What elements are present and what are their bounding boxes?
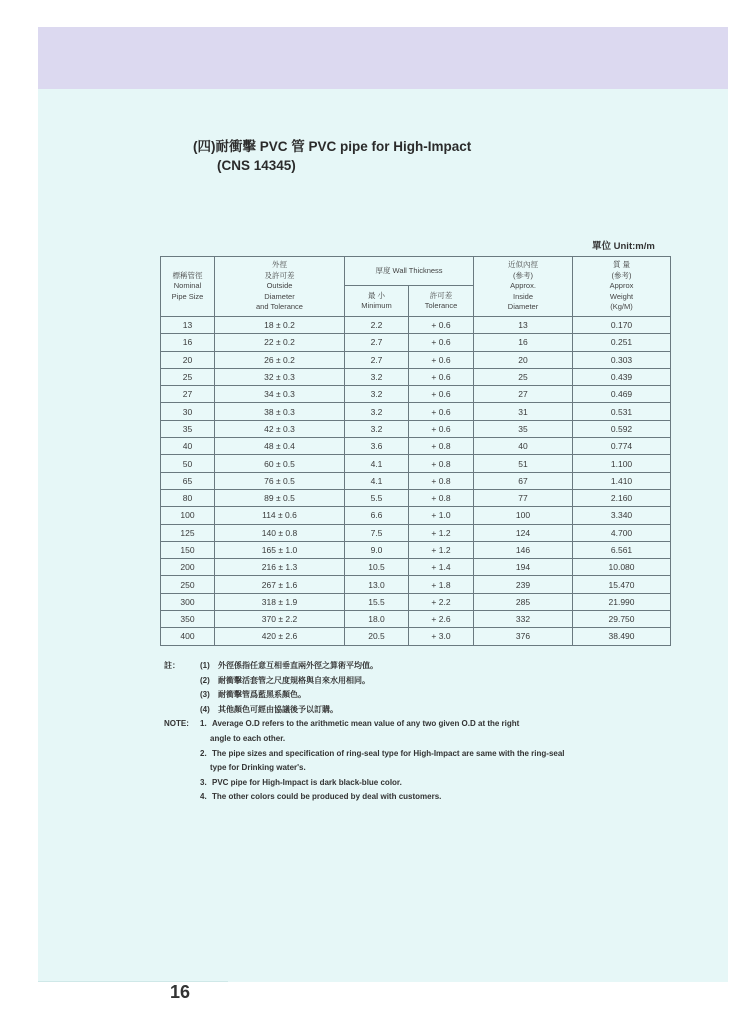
page-number: 16	[170, 982, 191, 1002]
cell-weight: 0.303	[573, 351, 671, 368]
table-row	[161, 507, 671, 524]
cell-outside-diameter: 18 ± 0.2	[215, 317, 345, 334]
table-row	[161, 351, 671, 368]
cell-tolerance: + 0.6	[409, 420, 474, 437]
cell-outside-diameter: 267 ± 1.6	[215, 576, 345, 593]
cell-outside-diameter: 32 ± 0.3	[215, 368, 345, 385]
table-row	[161, 541, 671, 558]
table-row	[161, 455, 671, 472]
cell-min-thickness: 7.5	[345, 524, 409, 541]
note-en-item: 2. The pipe sizes and specification of ring-seal type for High-Impact are same with the ring-seal	[200, 748, 565, 758]
cell-tolerance: + 0.6	[409, 351, 474, 368]
cell-inside-diameter: 239	[474, 576, 573, 593]
table-row	[161, 386, 671, 403]
header-wall-thickness: 厚度 Wall Thickness	[345, 257, 474, 286]
cell-inside-diameter: 124	[474, 524, 573, 541]
cell-nominal-size: 35	[161, 420, 215, 437]
cell-tolerance: + 1.2	[409, 524, 474, 541]
table-row	[161, 438, 671, 455]
table-row	[161, 472, 671, 489]
cell-nominal-size: 13	[161, 317, 215, 334]
cell-tolerance: + 2.6	[409, 611, 474, 628]
cell-min-thickness: 2.7	[345, 351, 409, 368]
cell-outside-diameter: 318 ± 1.9	[215, 593, 345, 610]
note-en-continuation: angle to each other.	[210, 733, 286, 743]
cell-nominal-size: 200	[161, 559, 215, 576]
cell-inside-diameter: 100	[474, 507, 573, 524]
cell-weight: 0.531	[573, 403, 671, 420]
cell-inside-diameter: 67	[474, 472, 573, 489]
cell-outside-diameter: 420 ± 2.6	[215, 628, 345, 645]
cell-min-thickness: 5.5	[345, 489, 409, 506]
cell-inside-diameter: 40	[474, 438, 573, 455]
cell-nominal-size: 100	[161, 507, 215, 524]
cell-outside-diameter: 140 ± 0.8	[215, 524, 345, 541]
table-row	[161, 489, 671, 506]
cell-outside-diameter: 60 ± 0.5	[215, 455, 345, 472]
cell-outside-diameter: 370 ± 2.2	[215, 611, 345, 628]
cell-tolerance: + 0.8	[409, 472, 474, 489]
cell-min-thickness: 3.2	[345, 386, 409, 403]
header-inside-diameter: 近似內徑 (參考) Approx. Inside Diameter	[474, 257, 573, 317]
cell-nominal-size: 50	[161, 455, 215, 472]
cell-nominal-size: 350	[161, 611, 215, 628]
note-en-item: 3. PVC pipe for High-Impact is dark black-blue color.	[200, 777, 402, 787]
pipe-spec-table	[160, 256, 671, 646]
cell-tolerance: + 0.6	[409, 403, 474, 420]
cell-min-thickness: 18.0	[345, 611, 409, 628]
cell-weight: 0.592	[573, 420, 671, 437]
cell-tolerance: + 0.6	[409, 334, 474, 351]
cell-nominal-size: 400	[161, 628, 215, 645]
cell-weight: 21.990	[573, 593, 671, 610]
cell-weight: 1.410	[573, 472, 671, 489]
cell-weight: 29.750	[573, 611, 671, 628]
cell-weight: 1.100	[573, 455, 671, 472]
table-row	[161, 611, 671, 628]
cell-tolerance: + 0.8	[409, 438, 474, 455]
cell-nominal-size: 30	[161, 403, 215, 420]
cell-nominal-size: 16	[161, 334, 215, 351]
cell-min-thickness: 13.0	[345, 576, 409, 593]
table-body	[161, 317, 671, 646]
cell-tolerance: + 1.0	[409, 507, 474, 524]
cell-inside-diameter: 27	[474, 386, 573, 403]
cell-inside-diameter: 31	[474, 403, 573, 420]
table-row	[161, 420, 671, 437]
cell-nominal-size: 150	[161, 541, 215, 558]
note-zh-item: 註： (1) 外徑係指任意互相垂直兩外徑之算術平均值。	[164, 661, 378, 670]
cell-outside-diameter: 114 ± 0.6	[215, 507, 345, 524]
cell-nominal-size: 125	[161, 524, 215, 541]
cell-min-thickness: 3.2	[345, 368, 409, 385]
cell-min-thickness: 10.5	[345, 559, 409, 576]
cell-min-thickness: 3.6	[345, 438, 409, 455]
cell-weight: 0.170	[573, 317, 671, 334]
cell-tolerance: + 1.4	[409, 559, 474, 576]
table-row	[161, 524, 671, 541]
title-line-2: (CNS 14345)	[217, 158, 296, 173]
cell-weight: 6.561	[573, 541, 671, 558]
cell-min-thickness: 2.7	[345, 334, 409, 351]
cell-weight: 3.340	[573, 507, 671, 524]
header-minimum: 最 小 Minimum	[345, 286, 409, 317]
notes-chinese	[164, 659, 654, 717]
cell-outside-diameter: 34 ± 0.3	[215, 386, 345, 403]
note-en-continuation: type for Drinking water's.	[210, 763, 306, 773]
footer-rule	[38, 981, 228, 982]
note-en-item: NOTE: 1. Average O.D refers to the arithmetic mean value of any two given O.D at the right	[164, 719, 520, 729]
cell-min-thickness: 9.0	[345, 541, 409, 558]
cell-outside-diameter: 89 ± 0.5	[215, 489, 345, 506]
note-zh-item: (4) 其他顏色可經由協議後予以訂購。	[200, 704, 338, 714]
table-row	[161, 559, 671, 576]
cell-min-thickness: 15.5	[345, 593, 409, 610]
cell-min-thickness: 3.2	[345, 420, 409, 437]
cell-inside-diameter: 376	[474, 628, 573, 645]
cell-outside-diameter: 216 ± 1.3	[215, 559, 345, 576]
cell-tolerance: + 2.2	[409, 593, 474, 610]
cell-tolerance: + 3.0	[409, 628, 474, 645]
cell-inside-diameter: 146	[474, 541, 573, 558]
notes-section	[164, 659, 654, 805]
header-nominal-size: 標稱管徑 Nominal Pipe Size	[161, 257, 215, 317]
header-weight: 質 量 (參考) Approx Weight (Kg/M)	[573, 257, 671, 317]
notes-english	[164, 717, 654, 805]
cell-weight: 10.080	[573, 559, 671, 576]
cell-tolerance: + 0.8	[409, 455, 474, 472]
cell-nominal-size: 27	[161, 386, 215, 403]
cell-inside-diameter: 16	[474, 334, 573, 351]
table-row	[161, 317, 671, 334]
cell-weight: 0.251	[573, 334, 671, 351]
section-title	[193, 137, 471, 175]
cell-nominal-size: 65	[161, 472, 215, 489]
cell-min-thickness: 20.5	[345, 628, 409, 645]
cell-weight: 4.700	[573, 524, 671, 541]
cell-inside-diameter: 51	[474, 455, 573, 472]
note-zh-item: (3) 耐衝擊管爲藍黑系顏色。	[200, 690, 306, 700]
table-row	[161, 593, 671, 610]
cell-outside-diameter: 48 ± 0.4	[215, 438, 345, 455]
cell-inside-diameter: 35	[474, 420, 573, 437]
note-en-item: 4. The other colors could be produced by deal with customers.	[200, 792, 442, 802]
cell-min-thickness: 4.1	[345, 455, 409, 472]
cell-inside-diameter: 25	[474, 368, 573, 385]
cell-tolerance: + 1.2	[409, 541, 474, 558]
cell-min-thickness: 3.2	[345, 403, 409, 420]
cell-weight: 38.490	[573, 628, 671, 645]
cell-tolerance: + 0.6	[409, 317, 474, 334]
cell-tolerance: + 0.6	[409, 368, 474, 385]
cell-outside-diameter: 26 ± 0.2	[215, 351, 345, 368]
cell-inside-diameter: 20	[474, 351, 573, 368]
cell-tolerance: + 0.6	[409, 386, 474, 403]
cell-nominal-size: 20	[161, 351, 215, 368]
cell-weight: 15.470	[573, 576, 671, 593]
cell-inside-diameter: 77	[474, 489, 573, 506]
cell-outside-diameter: 38 ± 0.3	[215, 403, 345, 420]
cell-min-thickness: 4.1	[345, 472, 409, 489]
header-band	[38, 27, 728, 89]
table-row	[161, 576, 671, 593]
table-row	[161, 334, 671, 351]
cell-nominal-size: 250	[161, 576, 215, 593]
cell-inside-diameter: 13	[474, 317, 573, 334]
cell-nominal-size: 300	[161, 593, 215, 610]
cell-outside-diameter: 22 ± 0.2	[215, 334, 345, 351]
cell-outside-diameter: 165 ± 1.0	[215, 541, 345, 558]
table-row	[161, 628, 671, 645]
cell-weight: 0.469	[573, 386, 671, 403]
cell-inside-diameter: 285	[474, 593, 573, 610]
cell-min-thickness: 2.2	[345, 317, 409, 334]
cell-weight: 0.774	[573, 438, 671, 455]
header-tolerance: 許可差 Tolerance	[409, 286, 474, 317]
note-zh-item: (2) 耐衝擊活套管之尺度規格與自來水用相同。	[200, 675, 370, 685]
table-row	[161, 403, 671, 420]
cell-weight: 2.160	[573, 489, 671, 506]
cell-tolerance: + 1.8	[409, 576, 474, 593]
cell-outside-diameter: 42 ± 0.3	[215, 420, 345, 437]
table-row	[161, 368, 671, 385]
cell-nominal-size: 80	[161, 489, 215, 506]
unit-label: 單位 Unit:m/m	[592, 241, 655, 252]
cell-inside-diameter: 194	[474, 559, 573, 576]
cell-nominal-size: 25	[161, 368, 215, 385]
cell-min-thickness: 6.6	[345, 507, 409, 524]
cell-tolerance: + 0.8	[409, 489, 474, 506]
cell-outside-diameter: 76 ± 0.5	[215, 472, 345, 489]
cell-inside-diameter: 332	[474, 611, 573, 628]
cell-nominal-size: 40	[161, 438, 215, 455]
header-outside-diameter: 外徑 及許可差 Outside Diameter and Tolerance	[215, 257, 345, 317]
title-line-1: (四)耐衝擊 PVC 管 PVC pipe for High-Impact	[193, 139, 472, 154]
cell-weight: 0.439	[573, 368, 671, 385]
